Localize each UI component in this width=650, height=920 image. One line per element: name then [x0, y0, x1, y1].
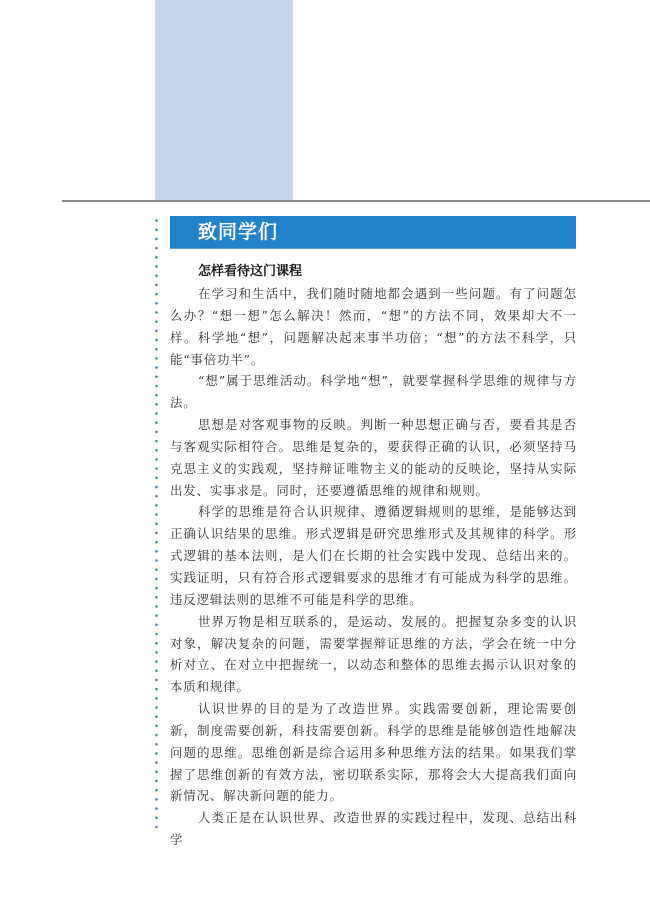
decorative-top-block: [155, 0, 293, 200]
main-content: [170, 262, 577, 851]
paragraph: 人类正是在认识世界、改造世界的实践过程中，发现、总结出科学: [170, 810, 577, 848]
paragraph: 思想是对客观事物的反映。判断一种思想正确与否，要看其是否与客观实际相符合。思维是复杂的，要获得正确的认识，必须坚持马克思主义的实践观，坚持辩证唯物主义的能动的反映论，坚持从实际出发、实事求是。同时，还要遵循思维的规律和规则。: [170, 417, 577, 498]
page-title: 致同学们: [198, 221, 279, 243]
dotted-margin-line: [155, 216, 158, 828]
section-header-bar: [170, 216, 576, 249]
paragraph: “想”属于思维活动。科学地“想”，就要掌握科学思维的规律与方法。: [170, 373, 577, 411]
horizontal-divider: [62, 200, 650, 202]
section-subtitle: 怎样看待这门课程: [198, 264, 303, 279]
paragraph: 在学习和生活中，我们随时随地都会遇到一些问题。有了问题怎么办？“想一想”怎么解决！然而，“想”的方法不同，效果却大不一样。科学地“想”，问题解决起来事半功倍；“想”的方法不科学，只能“事倍功半”。: [170, 286, 577, 367]
paragraph: 认识世界的目的是为了改造世界。实践需要创新，理论需要创新，制度需要创新，科技需要创新。科学的思维是能够创造性地解决问题的思维。思维创新是综合运用多种思维方法的结果。如果我们掌握了思维创新的有效方法，密切联系实际，那将会大大提高我们面向新情况、解决新问题的能力。: [170, 701, 577, 804]
paragraph: 科学的思维是符合认识规律、遵循逻辑规则的思维，是能够达到正确认识结果的思维。形式逻辑是研究思维形式及其规律的科学。形式逻辑的基本法则，是人们在长期的社会实践中发现、总结出来的。实践证明，只有符合形式逻辑要求的思维才有可能成为科学的思维。违反逻辑法则的思维不可能是科学的思维。: [170, 504, 577, 607]
paragraph: 世界万物是相互联系的，是运动、发展的。把握复杂多变的认识对象，解决复杂的问题，需要掌握辩证思维的方法，学会在统一中分析对立、在对立中把握统一，以动态和整体的思维去揭示认识对象的本质和规律。: [170, 613, 577, 695]
